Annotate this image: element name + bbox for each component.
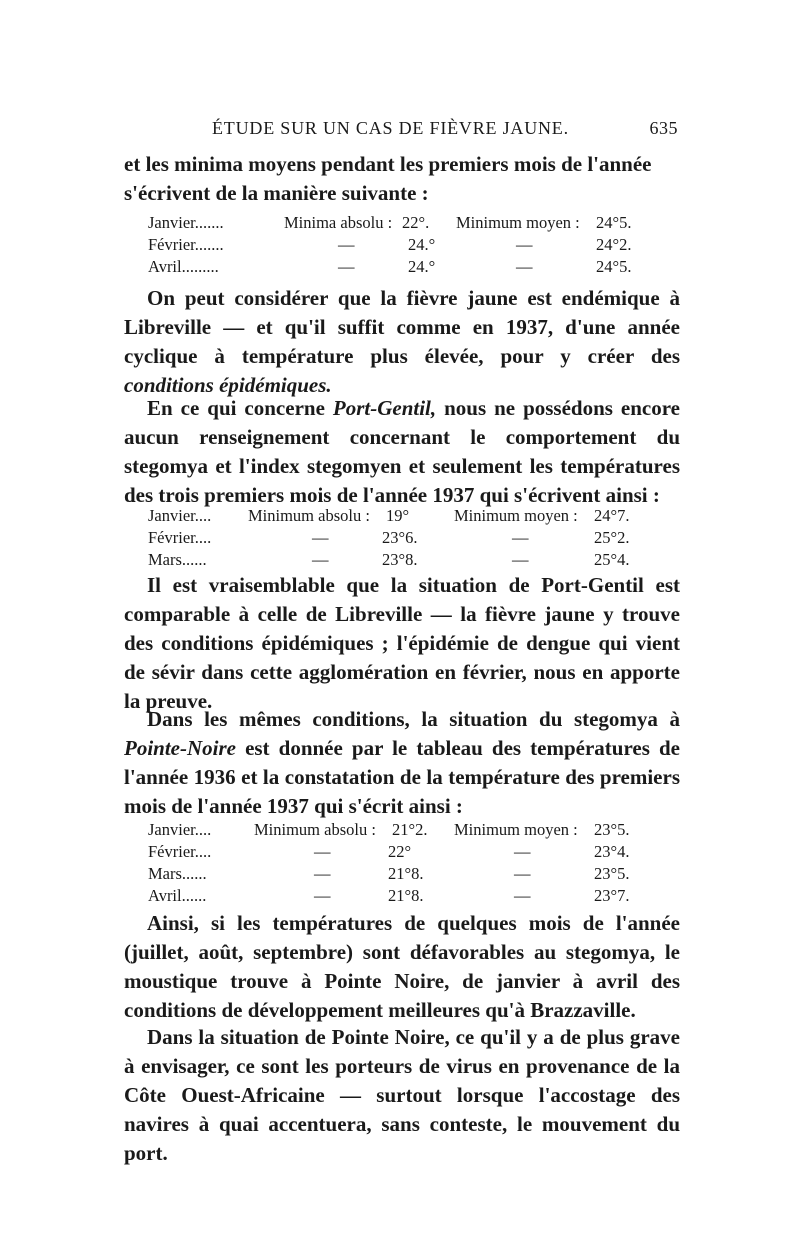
- table-row: [148, 527, 658, 549]
- label-cell: —: [312, 528, 329, 547]
- month-cell: Janvier....: [148, 820, 212, 839]
- value-cell: 24°2.: [596, 235, 632, 254]
- label-cell: —: [314, 886, 331, 905]
- table-row: [148, 212, 658, 234]
- value-cell: 25°4.: [594, 550, 630, 569]
- month-cell: Février.......: [148, 235, 224, 254]
- value-cell: 23°5.: [594, 820, 630, 839]
- month-cell: Avril......: [148, 886, 207, 905]
- value-cell: 21°8.: [388, 886, 424, 905]
- italic-emphasis: conditions épidémiques.: [124, 373, 332, 397]
- paragraph-pointe-noire: [124, 705, 680, 821]
- month-cell: Janvier....: [148, 506, 212, 525]
- value-cell: 23°6.: [382, 528, 418, 547]
- libreville-temperature-table: [148, 212, 658, 278]
- label-cell: —: [314, 864, 331, 883]
- value-cell: 24°5.: [596, 257, 632, 276]
- month-cell: Mars......: [148, 864, 207, 883]
- label-cell: Minima absolu :: [284, 213, 393, 232]
- label-cell: Minimum absolu :: [254, 820, 376, 839]
- paragraph-minima-intro: [124, 150, 680, 208]
- value-cell: 24°7.: [594, 506, 630, 525]
- paragraph-text: Dans la situation de Pointe Noire, ce qu'il y a de plus grave à envisager, ce sont les porteurs de virus en provenance de la Côte Ouest-Africaine — surtout lorsque l'accostage des navires à quai accentuera, sans conteste, le mouvement du port.: [124, 1025, 680, 1165]
- value-cell: 21°2.: [392, 820, 428, 839]
- table-row: [148, 841, 658, 863]
- table-row: [148, 549, 658, 571]
- italic-emphasis: Pointe-Noire: [124, 736, 236, 760]
- value-cell: 23°5.: [594, 864, 630, 883]
- paragraph-text: Il est vraisemblable que la situation de Port-Gentil est comparable à celle de Libreville — la fièvre jaune y trouve des conditions épidémiques ; l'épidémie de dengue qui vient de sévir dans cette agglomération en février, nous en apporte la preuve.: [124, 573, 680, 713]
- pointe-noire-temperature-table: [148, 819, 658, 907]
- month-cell: Mars......: [148, 550, 207, 569]
- value-cell: 24°5.: [596, 213, 632, 232]
- paragraph-seasonal-conditions: [124, 909, 680, 1025]
- label-cell: —: [512, 528, 529, 547]
- value-cell: 19°: [386, 506, 410, 525]
- paragraph-text: nous ne possédons encore aucun renseignement concernant le comportement du stegomya et l'index stegomyen et seulement les températures des trois premiers mois de l'année 1937 qui s'écrivent ainsi :: [124, 396, 680, 507]
- month-cell: Avril.........: [148, 257, 219, 276]
- table-row: [148, 505, 658, 527]
- value-cell: 24.°: [408, 257, 436, 276]
- paragraph-line: s'écrivent de la manière suivante :: [124, 181, 429, 205]
- label-cell: —: [312, 550, 329, 569]
- value-cell: 23°7.: [594, 886, 630, 905]
- label-cell: Minimum moyen :: [456, 213, 580, 232]
- paragraph-virus-carriers: [124, 1023, 680, 1168]
- paragraph-port-gentil-comparison: [124, 571, 680, 716]
- label-cell: —: [516, 257, 533, 276]
- label-cell: —: [338, 257, 355, 276]
- table-row: [148, 819, 658, 841]
- table-row: [148, 256, 658, 278]
- month-cell: Janvier.......: [148, 213, 224, 232]
- label-cell: —: [514, 842, 531, 861]
- label-cell: —: [514, 864, 531, 883]
- value-cell: 23°8.: [382, 550, 418, 569]
- running-header: [212, 118, 678, 139]
- paragraph-text: est donnée par le tableau des températures de l'année 1936 et la constatation de la température des premiers mois de l'année 1937 qui s'écrit ainsi :: [124, 736, 680, 818]
- label-cell: —: [516, 235, 533, 254]
- label-cell: —: [314, 842, 331, 861]
- paragraph-libreville: [124, 284, 680, 400]
- value-cell: 22°.: [402, 213, 430, 232]
- italic-emphasis: Port-Gentil,: [332, 396, 437, 420]
- table-row: [148, 234, 658, 256]
- label-cell: Minimum absolu :: [248, 506, 370, 525]
- value-cell: 25°2.: [594, 528, 630, 547]
- table-row: [148, 863, 658, 885]
- value-cell: 23°4.: [594, 842, 630, 861]
- paragraph-line: et les minima moyens pendant les premiers mois de l'année: [124, 152, 652, 176]
- paragraph-text: En ce qui concerne: [147, 396, 333, 420]
- page-number: 635: [649, 118, 678, 138]
- month-cell: Février....: [148, 842, 212, 861]
- value-cell: 24.°: [408, 235, 436, 254]
- running-title: ÉTUDE SUR UN CAS DE FIÈVRE JAUNE.: [212, 118, 569, 138]
- table-row: [148, 885, 658, 907]
- paragraph-text: On peut considérer que la fièvre jaune est endémique à Libreville — et qu'il suffit comme en 1937, d'une année cyclique à température plus élevée, pour y créer des: [124, 286, 680, 368]
- value-cell: 22°: [388, 842, 412, 861]
- paragraph-text: Dans les mêmes conditions, la situation du stegomya à: [147, 707, 680, 731]
- value-cell: 21°8.: [388, 864, 424, 883]
- label-cell: —: [514, 886, 531, 905]
- month-cell: Février....: [148, 528, 212, 547]
- paragraph-port-gentil: [124, 394, 680, 510]
- label-cell: Minimum moyen :: [454, 820, 578, 839]
- label-cell: —: [338, 235, 355, 254]
- paragraph-text: Ainsi, si les températures de quelques mois de l'année (juillet, août, septembre) sont défavorables au stegomya, le moustique trouve à Pointe Noire, de janvier à avril des conditions de développement meilleures qu'à Brazzaville.: [124, 911, 680, 1022]
- label-cell: —: [512, 550, 529, 569]
- label-cell: Minimum moyen :: [454, 506, 578, 525]
- port-gentil-temperature-table: [148, 505, 658, 571]
